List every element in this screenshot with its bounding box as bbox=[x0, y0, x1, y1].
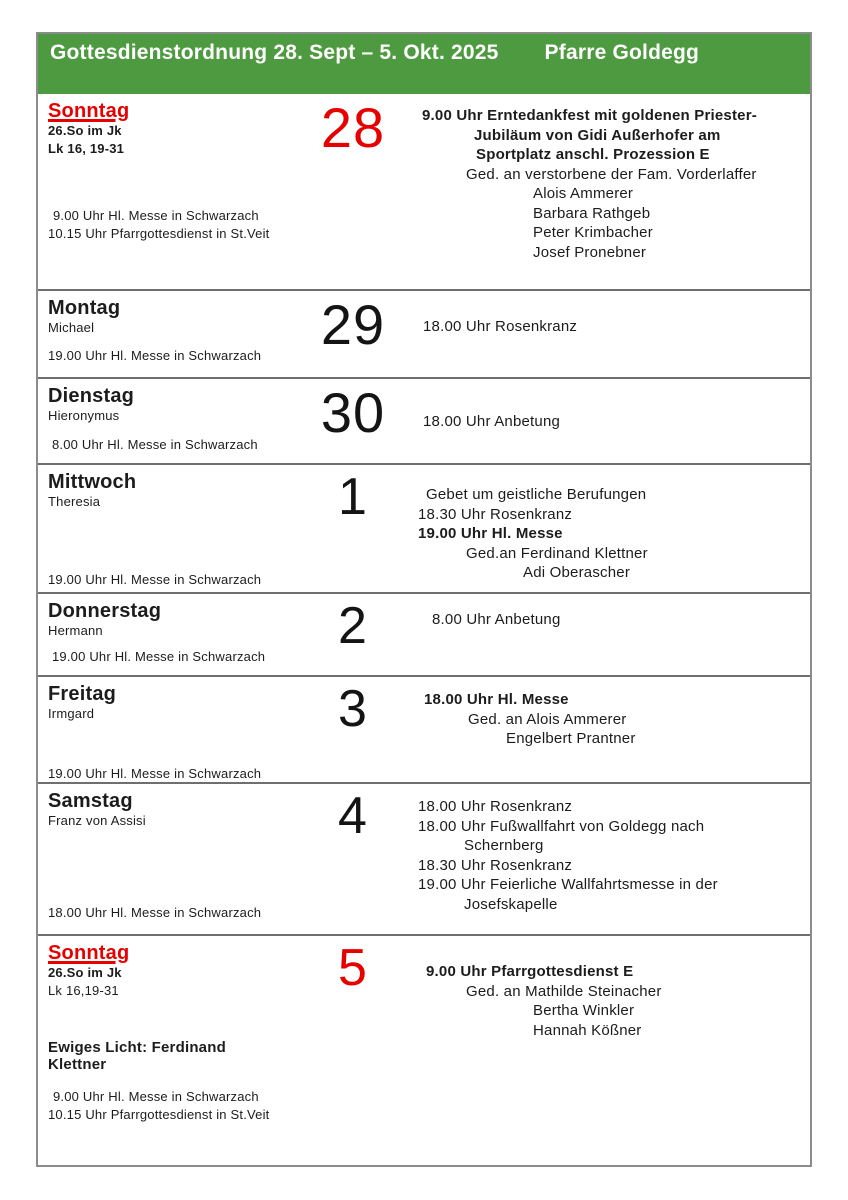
date-column bbox=[288, 936, 418, 1169]
event-line: Ged. an Alois Ammerer bbox=[468, 710, 627, 728]
event-line: Schernberg bbox=[464, 837, 544, 854]
day-row bbox=[38, 463, 810, 592]
day-info-column bbox=[38, 677, 288, 782]
date-number: 2 bbox=[338, 597, 368, 655]
day-info-column bbox=[38, 291, 288, 377]
day-name: Mittwoch bbox=[48, 471, 137, 493]
day-rows bbox=[38, 94, 810, 1169]
day-row bbox=[38, 782, 810, 934]
day-name: Freitag bbox=[48, 683, 117, 705]
bulletin-sheet bbox=[36, 32, 812, 1167]
day-row bbox=[38, 289, 810, 377]
events-column bbox=[418, 379, 810, 463]
event-line: Alois Ammerer bbox=[533, 185, 634, 202]
date-column bbox=[288, 94, 418, 289]
day-name: Samstag bbox=[48, 790, 133, 812]
day-name: Montag bbox=[48, 297, 121, 319]
schedule-line: 19.00 Uhr Hl. Messe in Schwarzach bbox=[48, 572, 262, 587]
date-column bbox=[288, 465, 418, 592]
date-number: 1 bbox=[338, 468, 368, 526]
event-line: Hannah Kößner bbox=[533, 1021, 642, 1039]
event-line: 18.00 Uhr Anbetung bbox=[423, 413, 561, 430]
saint-or-reading-line: Franz von Assisi bbox=[48, 813, 146, 828]
event-line: 18.00 Uhr Hl. Messe bbox=[424, 691, 569, 708]
event-line: 18.00 Uhr Rosenkranz bbox=[418, 798, 573, 815]
saint-and-reading bbox=[48, 705, 288, 723]
day-name: Donnerstag bbox=[48, 600, 162, 622]
schedule-line: 9.00 Uhr Hl. Messe in Schwarzach bbox=[53, 208, 259, 223]
events-column bbox=[418, 677, 810, 782]
date-column bbox=[288, 291, 418, 377]
event-line: Bertha Winkler bbox=[533, 1002, 635, 1019]
parish-schedule bbox=[48, 648, 286, 666]
day-row bbox=[38, 592, 810, 675]
date-column bbox=[288, 784, 418, 934]
date-column bbox=[288, 677, 418, 782]
saint-or-reading-line: Hermann bbox=[48, 623, 103, 638]
events-column bbox=[418, 784, 810, 934]
saint-and-reading bbox=[48, 964, 288, 1000]
day-row bbox=[38, 934, 810, 1169]
events-column bbox=[418, 936, 810, 1169]
day-row bbox=[38, 675, 810, 782]
day-info-column bbox=[38, 94, 288, 289]
event-line: Ged. an verstorbene der Fam. Vorderlaffer bbox=[466, 165, 757, 183]
saint-and-reading bbox=[48, 812, 288, 830]
saint-or-reading-line: Michael bbox=[48, 320, 95, 335]
saint-or-reading-line: Hieronymus bbox=[48, 408, 120, 423]
date-number: 4 bbox=[338, 787, 368, 845]
day-info-column bbox=[38, 379, 288, 463]
header-bar bbox=[38, 34, 810, 94]
event-line: 18.00 Uhr Fußwallfahrt von Goldegg nach bbox=[418, 817, 705, 835]
parish-schedule bbox=[48, 571, 286, 589]
day-info-column bbox=[38, 594, 288, 675]
day-row bbox=[38, 94, 810, 289]
event-line: Jubiläum von Gidi Außerhofer am bbox=[474, 126, 721, 144]
parish-schedule bbox=[48, 207, 286, 242]
event-line: Peter Krimbacher bbox=[533, 224, 653, 241]
saint-or-reading-line: Irmgard bbox=[48, 706, 95, 721]
event-line: Sportplatz anschl. Prozession E bbox=[476, 146, 710, 163]
saint-or-reading-line: 26.So im Jk bbox=[48, 965, 122, 980]
saint-or-reading-line: Lk 16, 19-31 bbox=[48, 141, 125, 156]
event-line: 8.00 Uhr Anbetung bbox=[432, 611, 561, 628]
saint-or-reading-line: 26.So im Jk bbox=[48, 123, 122, 138]
event-line: Engelbert Prantner bbox=[506, 730, 636, 747]
schedule-line: 8.00 Uhr Hl. Messe in Schwarzach bbox=[52, 437, 258, 452]
day-info-column bbox=[38, 465, 288, 592]
schedule-line: 10.15 Uhr Pfarrgottesdienst in St.Veit bbox=[48, 1106, 270, 1122]
day-name: Sonntag bbox=[48, 942, 130, 964]
event-line: Josefskapelle bbox=[464, 895, 558, 913]
page-title: Gottesdienstordnung 28. Sept – 5. Okt. 2025 bbox=[50, 41, 499, 64]
date-number: 5 bbox=[338, 939, 368, 997]
events-column bbox=[418, 465, 810, 592]
day-name: Dienstag bbox=[48, 385, 135, 407]
event-line: Gebet um geistliche Berufungen bbox=[426, 486, 647, 503]
date-column bbox=[288, 379, 418, 463]
event-line: Adi Oberascher bbox=[523, 564, 631, 581]
parish-name: Pfarre Goldegg bbox=[544, 41, 700, 64]
ewiges-licht-note: Ewiges Licht: Ferdinand Klettner bbox=[48, 1039, 226, 1073]
event-line: 18.00 Uhr Rosenkranz bbox=[423, 318, 578, 335]
parish-schedule bbox=[48, 765, 286, 782]
schedule-line: 19.00 Uhr Hl. Messe in Schwarzach bbox=[52, 649, 266, 664]
event-line: Josef Pronebner bbox=[533, 243, 647, 261]
day-info-column bbox=[38, 936, 288, 1169]
event-line: Ged.an Ferdinand Klettner bbox=[466, 544, 648, 562]
date-number: 30 bbox=[320, 381, 386, 444]
event-line: Barbara Rathgeb bbox=[533, 204, 651, 222]
saint-and-reading bbox=[48, 319, 288, 337]
date-number: 29 bbox=[320, 293, 386, 356]
schedule-line: 19.00 Uhr Hl. Messe in Schwarzach bbox=[48, 766, 262, 781]
schedule-line: 18.00 Uhr Hl. Messe in Schwarzach bbox=[48, 905, 262, 920]
date-number: 28 bbox=[320, 96, 386, 159]
day-row bbox=[38, 377, 810, 463]
saint-or-reading-line: Theresia bbox=[48, 494, 101, 509]
event-line: 9.00 Uhr Pfarrgottesdienst E bbox=[426, 963, 634, 980]
saint-and-reading bbox=[48, 407, 288, 425]
saint-and-reading bbox=[48, 622, 288, 640]
date-number: 3 bbox=[338, 680, 368, 738]
event-line: 18.30 Uhr Rosenkranz bbox=[418, 856, 573, 874]
parish-schedule bbox=[48, 1088, 286, 1123]
event-line: Ged. an Mathilde Steinacher bbox=[466, 982, 662, 1000]
event-line: 18.30 Uhr Rosenkranz bbox=[418, 505, 573, 523]
events-column bbox=[418, 594, 810, 675]
event-line: 19.00 Uhr Feierliche Wallfahrtsmesse in der bbox=[418, 876, 718, 893]
parish-schedule bbox=[48, 904, 286, 922]
events-column bbox=[418, 291, 810, 377]
event-line: 19.00 Uhr Hl. Messe bbox=[418, 525, 563, 542]
event-line: 9.00 Uhr Erntedankfest mit goldenen Priester- bbox=[422, 107, 757, 124]
day-name: Sonntag bbox=[48, 100, 130, 122]
date-column bbox=[288, 594, 418, 675]
schedule-line: 10.15 Uhr Pfarrgottesdienst in St.Veit bbox=[48, 225, 270, 241]
saint-and-reading bbox=[48, 122, 288, 158]
day-info-column bbox=[38, 784, 288, 934]
schedule-line: 9.00 Uhr Hl. Messe in Schwarzach bbox=[53, 1089, 259, 1104]
parish-schedule bbox=[48, 347, 286, 365]
parish-schedule bbox=[48, 436, 286, 454]
saint-and-reading bbox=[48, 493, 288, 511]
events-column bbox=[418, 94, 810, 289]
saint-or-reading-line: Lk 16,19-31 bbox=[48, 983, 119, 998]
schedule-line: 19.00 Uhr Hl. Messe in Schwarzach bbox=[48, 348, 262, 363]
